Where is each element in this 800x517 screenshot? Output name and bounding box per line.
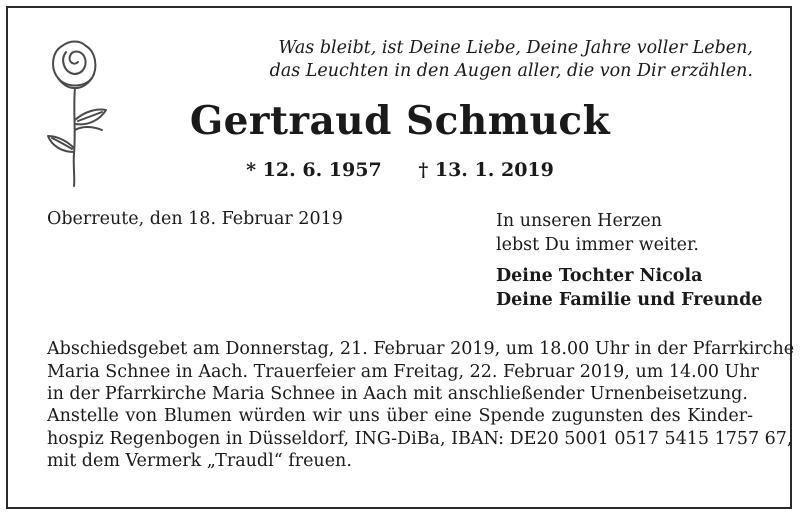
hearts-line-2: lebst Du immer weiter.: [496, 235, 699, 255]
mourner-daughter: Deine Tochter Nicola: [496, 266, 703, 286]
mourner-family: Deine Familie und Freunde: [496, 290, 763, 310]
service-line: in der Pfarrkirche Maria Schnee in Aach mit anschließender Urnenbeisetzung.: [47, 384, 748, 404]
service-line: Maria Schnee in Aach. Trauerfeier am Freitag, 22. Februar 2019, um 14.00 Uhr: [47, 361, 759, 382]
deceased-name: Gertraud Schmuck: [189, 98, 611, 144]
quote-line-1: Was bleibt, ist Deine Liebe, Deine Jahre voller Leben,: [278, 38, 753, 58]
quote-line-2: das Leuchten in den Augen aller, die von Dir erzählen.: [269, 61, 753, 81]
donation-line: Anstelle von Blumen würden wir uns über eine Spende zugunsten des Kinder-: [47, 406, 753, 426]
hearts-phrase: [496, 209, 699, 257]
service-line: Abschiedsgebet am Donnerstag, 21. Februar 2019, um 18.00 Uhr in der Pfarrkirche: [47, 339, 795, 359]
donation-line: hospiz Regenbogen in Düsseldorf, ING-DiBa, IBAN: DE20 5001 0517 5415 1757 67,: [47, 428, 793, 449]
place-and-date: Oberreute, den 18. Februar 2019: [47, 209, 343, 229]
life-dates: [0, 159, 800, 181]
hearts-line-1: In unseren Herzen: [496, 211, 663, 231]
memorial-quote: [270, 37, 753, 83]
donation-line: mit dem Vermerk „Traudl“ freuen.: [47, 451, 352, 471]
birth-date: * 12. 6. 1957: [246, 159, 382, 181]
mourners: [496, 264, 762, 312]
death-date: † 13. 1. 2019: [418, 159, 554, 181]
donation-paragraph: [47, 405, 793, 473]
service-paragraph: [47, 338, 795, 406]
